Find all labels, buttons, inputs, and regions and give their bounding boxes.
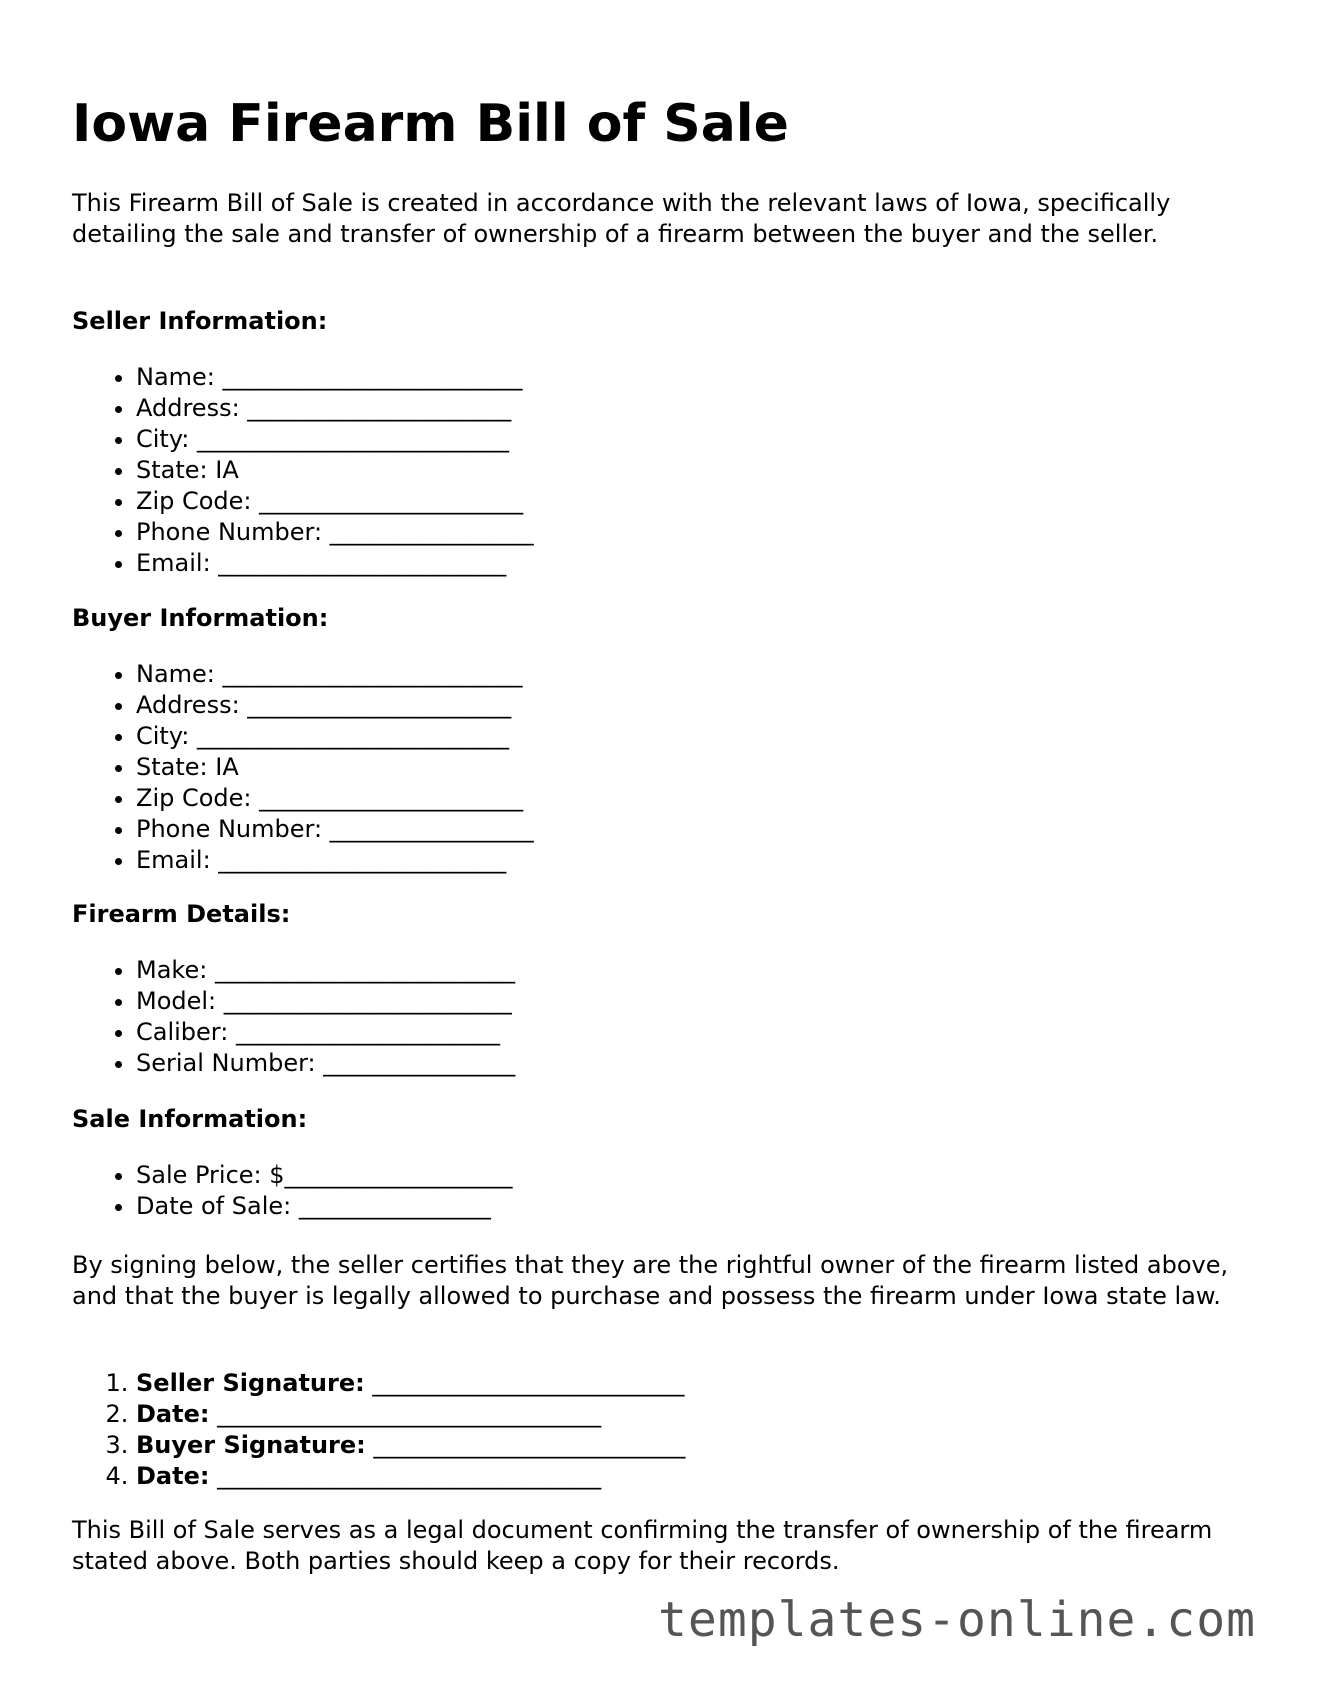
seller-state-field: • State: IA [136, 455, 534, 486]
buyer-email-field[interactable]: • Email: ________________________ [136, 845, 534, 876]
buyer-heading: Buyer Information: [72, 604, 329, 632]
intro-paragraph: This Firearm Bill of Sale is created in accordance with the relevant laws of Iowa, specifically detailing the sale and transfer of ownership of a firearm between the buyer and the seller. [72, 189, 1171, 248]
seller-list [72, 362, 534, 579]
document-title: Iowa Firearm Bill of Sale [72, 94, 789, 154]
buyer-address-field[interactable]: • Address: ______________________ [136, 690, 534, 721]
watermark-text: templates-online.com [658, 1592, 1256, 1648]
closing-paragraph: This Bill of Sale serves as a legal document confirming the transfer of ownership of the firearm stated above. Both parties should keep a copy for their records. [72, 1516, 1213, 1575]
firearm-caliber-field[interactable]: • Caliber: ______________________ [136, 1017, 515, 1048]
seller-signature-line[interactable]: __________________________ [372, 1369, 685, 1397]
buyer-date-line[interactable]: ________________________________ [217, 1462, 602, 1490]
seller-email-field[interactable]: • Email: ________________________ [136, 548, 534, 579]
seller-date-label: Date: [136, 1400, 210, 1428]
firearm-list [72, 955, 515, 1079]
seller-date-field[interactable] [136, 1399, 685, 1430]
buyer-signature-label: Buyer Signature: [136, 1431, 366, 1459]
buyer-signature-line[interactable]: __________________________ [373, 1431, 686, 1459]
buyer-zip-field[interactable]: • Zip Code: ______________________ [136, 783, 534, 814]
seller-signature-label: Seller Signature: [136, 1369, 365, 1397]
seller-date-line[interactable]: ________________________________ [217, 1400, 602, 1428]
sale-heading: Sale Information: [72, 1105, 308, 1133]
seller-heading: Seller Information: [72, 307, 328, 335]
buyer-city-field[interactable]: • City: __________________________ [136, 721, 534, 752]
seller-zip-field[interactable]: • Zip Code: ______________________ [136, 486, 534, 517]
sale-price-field[interactable]: • Sale Price: $___________________ [136, 1160, 513, 1191]
firearm-model-field[interactable]: • Model: ________________________ [136, 986, 515, 1017]
sale-list [72, 1160, 513, 1222]
buyer-list [72, 659, 534, 876]
sale-date-field[interactable]: • Date of Sale: ________________ [136, 1191, 513, 1222]
seller-address-field[interactable]: • Address: ______________________ [136, 393, 534, 424]
seller-city-field[interactable]: • City: __________________________ [136, 424, 534, 455]
seller-name-field[interactable]: • Name: _________________________ [136, 362, 534, 393]
certification-paragraph: By signing below, the seller certifies that they are the rightful owner of the firearm listed above, and that the buyer is legally allowed to purchase and possess the firearm under Iowa state law. [72, 1251, 1229, 1310]
buyer-date-field[interactable] [136, 1461, 685, 1492]
buyer-date-label: Date: [136, 1462, 210, 1490]
buyer-state-field: • State: IA [136, 752, 534, 783]
firearm-heading: Firearm Details: [72, 900, 291, 928]
buyer-name-field[interactable]: • Name: _________________________ [136, 659, 534, 690]
seller-signature-field[interactable] [136, 1368, 685, 1399]
signature-list [72, 1368, 685, 1492]
buyer-signature-field[interactable] [136, 1430, 685, 1461]
firearm-make-field[interactable]: • Make: _________________________ [136, 955, 515, 986]
seller-phone-field[interactable]: • Phone Number: _________________ [136, 517, 534, 548]
buyer-phone-field[interactable]: • Phone Number: _________________ [136, 814, 534, 845]
firearm-serial-field[interactable]: • Serial Number: ________________ [136, 1048, 515, 1079]
